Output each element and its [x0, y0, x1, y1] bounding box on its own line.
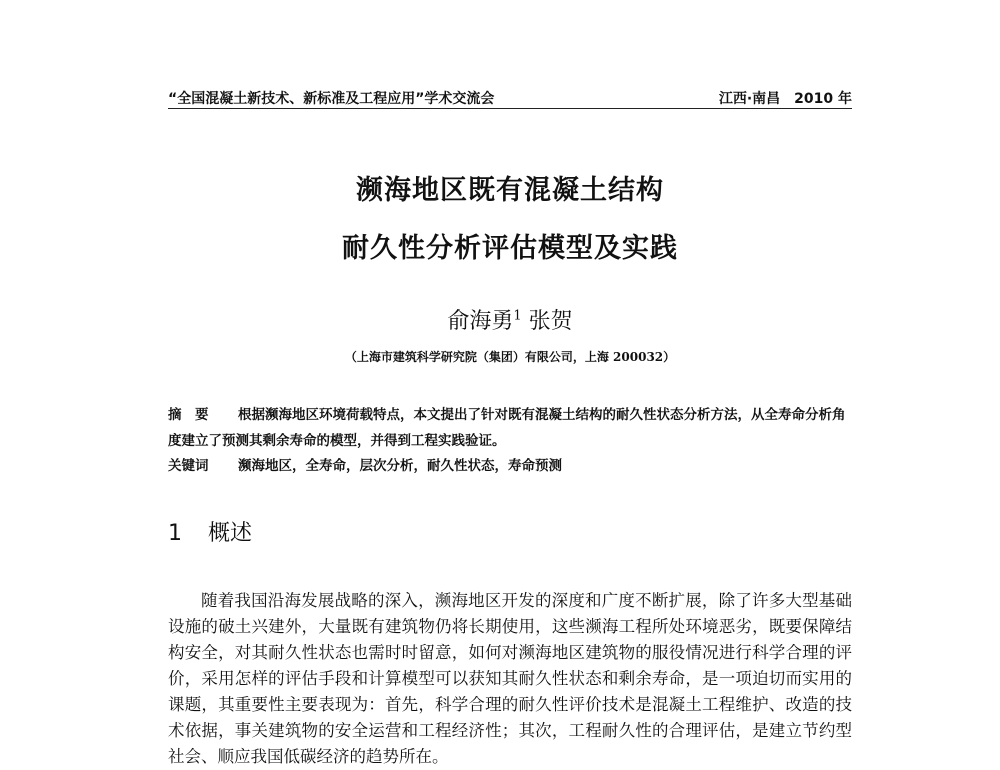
affiliation: （上海市建筑科学研究院（集团）有限公司，上海 200032）: [344, 350, 676, 364]
paragraph: 随着我国沿海发展战略的深入，濒海地区开发的深度和广度不断扩展，除了许多大型基础设施的破土兴建外，大量既有建筑物仍将长期使用，这些濒海工程所处环境恶劣，既要保障结构安全，对其耐久性状态也需时时留意，如何对濒海地区建筑物的服役情况进行科学合理的评价，采用怎样的评估手段和计算模型可以获知其耐久性状态和剩余寿命，是一项迫切而实用的课题，其重要性主要表现为：首先，科学合理的耐久性评价技术是混凝土工程维护、改造的技术依据，事关建筑物的安全运营和工程经济性；其次，工程耐久性的合理评估，是建立节约型社会、顺应我国低碳经济的趋势所在。: [168, 591, 852, 766]
keywords-label: 关键词: [168, 458, 209, 474]
section-number: 1: [168, 521, 182, 546]
abstract-label: 摘 要: [168, 407, 209, 423]
abstract: [168, 402, 852, 454]
author-1-affil-mark: 1: [513, 308, 522, 324]
section-title: 概述: [208, 521, 253, 546]
keywords: [168, 454, 852, 474]
keywords-text: 濒海地区，全寿命，层次分析，耐久性状态，寿命预测: [238, 458, 562, 474]
paper-title-line2: 耐久性分析评估模型及实践: [342, 233, 678, 264]
body-text: [168, 588, 852, 770]
abstract-text: 根据濒海地区环境荷载特点，本文提出了针对既有混凝土结构的耐久性状态分析方法，从全寿命分析角度建立了预测其剩余寿命的模型，并得到工程实践验证。: [168, 407, 846, 449]
section-heading: [168, 516, 252, 547]
conference-name: “全国混凝土新技术、新标准及工程应用”学术交流会: [168, 91, 495, 107]
running-header: [168, 82, 852, 109]
paper-title-line1: 濒海地区既有混凝土结构: [356, 175, 664, 206]
location-year: 江西·南昌 2010 年: [718, 91, 852, 107]
author-1: 俞海勇: [447, 309, 514, 334]
author-2: 张贺: [528, 309, 573, 334]
author-list: [168, 304, 852, 335]
